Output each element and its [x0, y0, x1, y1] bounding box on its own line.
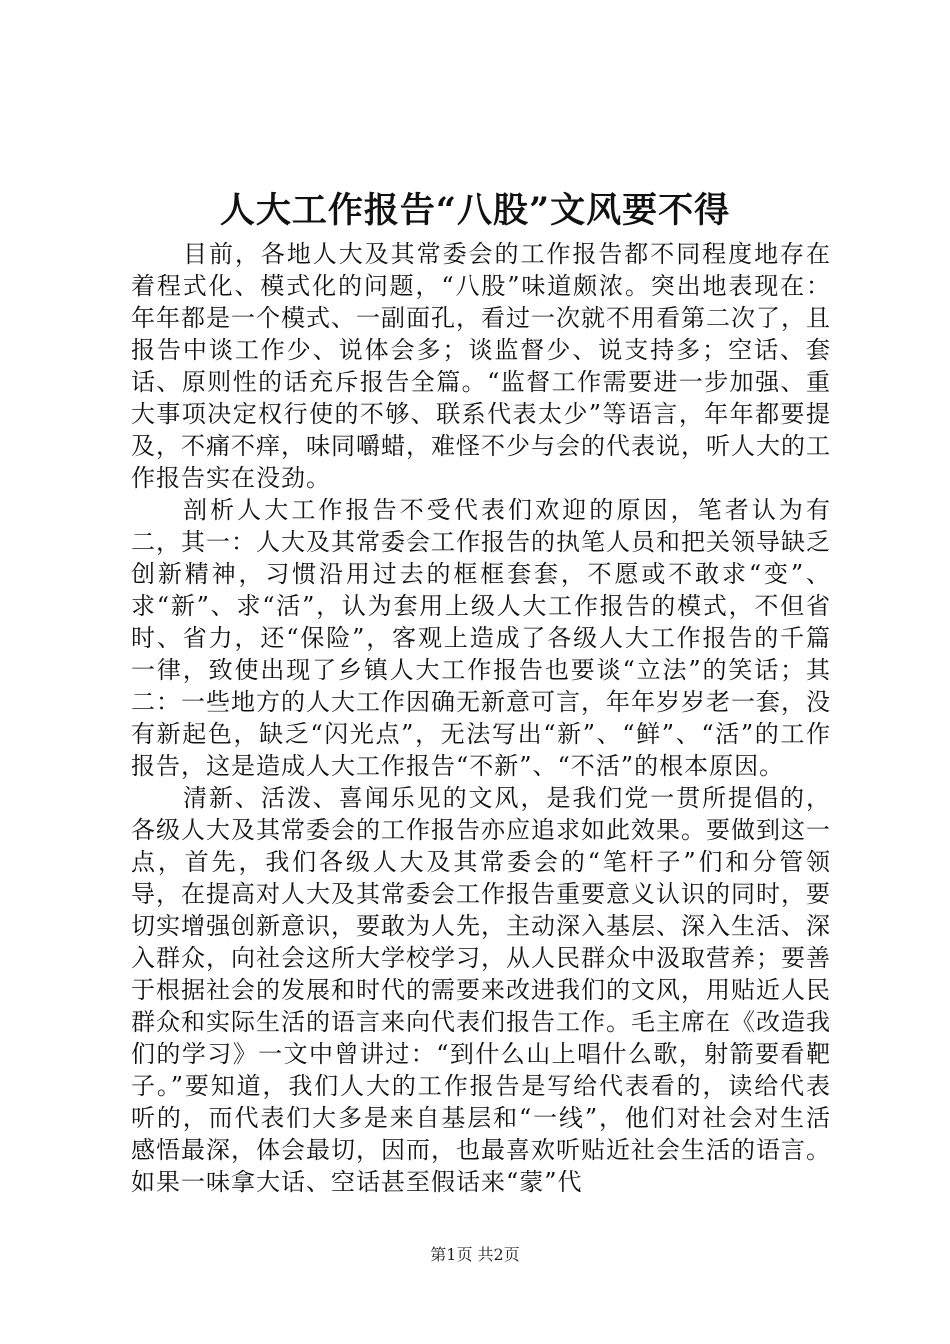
document-body: [131, 238, 831, 1198]
document-title: 人大工作报告“八股”文风要不得: [219, 190, 731, 231]
paragraph-2: 剖析人大工作报告不受代表们欢迎的原因，笔者认为有二，其一：人大及其常委会工作报告的执笔人员和把关领导缺乏创新精神，习惯沿用过去的框框套套，不愿或不敢求“变”、求“新”、求“活”，认为套用上级人大工作报告的模式，不但省时、省力，还“保险”，客观上造成了各级人大工作报告的千篇一律，致使出现了乡镇人大工作报告也要谈“立法”的笑话；其二：一些地方的人大工作因确无新意可言，年年岁岁老一套，没有新起色，缺乏“闪光点”，无法写出“新”、“鲜”、“活”的工作报告，这是造成人大工作报告“不新”、“不活”的根本原因。: [131, 496, 831, 780]
paragraph-3: 清新、活泼、喜闻乐见的文风，是我们党一贯所提倡的，各级人大及其常委会的工作报告亦应追求如此效果。要做到这一点，首先，我们各级人大及其常委会的“笔杆子”们和分管领导，在提高对人大及其常委会工作报告重要意义认识的同时，要切实增强创新意识，要敢为人先，主动深入基层、深入生活、深入群众，向社会这所大学校学习，从人民群众中汲取营养；要善于根据社会的发展和时代的需要来改进我们的文风，用贴近人民群众和实际生活的语言来向代表们报告工作。毛主席在《改造我们的学习》一文中曾讲过：“到什么山上唱什么歌，射箭要看靶子。”要知道，我们人大的工作报告是写给代表看的，读给代表听的，而代表们大多是来自基层和“一线”，他们对社会对生活感悟最深，体会最切，因而，也最喜欢听贴近社会生活的语言。如果一味拿大话、空话甚至假话来“蒙”代: [131, 784, 831, 1196]
paragraph-1: 目前，各地人大及其常委会的工作报告都不同程度地存在着程式化、模式化的问题，“八股”味道颇浓。突出地表现在：年年都是一个模式、一副面孔，看过一次就不用看第二次了，且报告中谈工作少、说体会多；谈监督少、说支持多；空话、套话、原则性的话充斥报告全篇。“监督工作需要进一步加强、重大事项决定权行使的不够、联系代表太少”等语言，年年都要提及，不痛不痒，味同嚼蜡，难怪不少与会的代表说，听人大的工作报告实在没劲。: [131, 240, 831, 492]
page-number-footer: 第1页 共2页: [430, 1245, 520, 1264]
